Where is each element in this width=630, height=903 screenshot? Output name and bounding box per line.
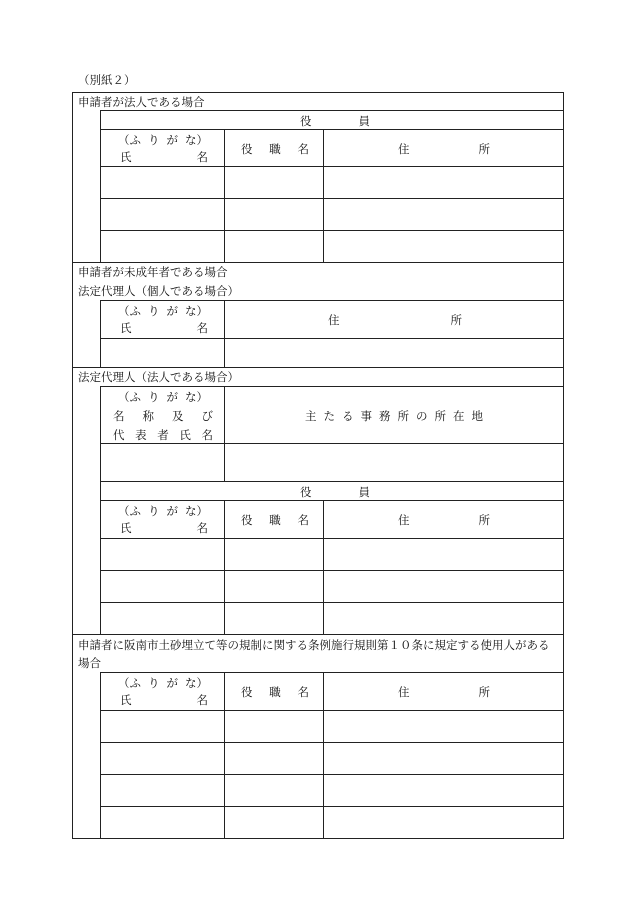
furigana-label: （ふ り が な） bbox=[118, 133, 208, 147]
corporation-heading: 申請者が法人である場合 bbox=[78, 95, 205, 109]
position-header: 役 職 名 bbox=[241, 685, 309, 699]
furigana-label: （ふ り が な） bbox=[118, 390, 208, 404]
address-header: 住 所 bbox=[398, 685, 490, 699]
name-header: 氏 名 bbox=[120, 521, 208, 535]
address-header: 住 所 bbox=[398, 142, 490, 156]
employee-heading-line1: 申請者に阪南市土砂埋立て等の規制に関する条例施行規則第１０条に規定する使用人がある bbox=[78, 638, 550, 652]
office-location-header: 主 た る 事 務 所 の 所 在 地 bbox=[305, 409, 483, 423]
position-header: 役 職 名 bbox=[241, 142, 309, 156]
furigana-label: （ふ り が な） bbox=[118, 676, 208, 690]
officers-header: 役 員 bbox=[300, 485, 370, 499]
address-header: 住 所 bbox=[328, 313, 462, 327]
form-label: （別紙２） bbox=[78, 73, 136, 87]
representative-header: 代 表 者 氏 名 bbox=[113, 428, 213, 442]
individual-agent-heading: 法定代理人（個人である場合） bbox=[78, 284, 239, 298]
furigana-label: （ふ り が な） bbox=[118, 504, 208, 518]
officers-header: 役 員 bbox=[300, 114, 370, 128]
minor-heading: 申請者が未成年者である場合 bbox=[78, 265, 228, 279]
furigana-label: （ふ り が な） bbox=[118, 304, 208, 318]
corp-name-header: 名 称 及 び bbox=[113, 409, 213, 423]
address-header: 住 所 bbox=[398, 513, 490, 527]
name-header: 氏 名 bbox=[120, 150, 208, 164]
form-table bbox=[72, 92, 564, 839]
position-header: 役 職 名 bbox=[241, 513, 309, 527]
name-header: 氏 名 bbox=[120, 321, 208, 335]
employee-heading-line2: 場合 bbox=[78, 656, 101, 670]
name-header: 氏 名 bbox=[120, 693, 208, 707]
corporate-agent-heading: 法定代理人（法人である場合） bbox=[78, 370, 239, 384]
